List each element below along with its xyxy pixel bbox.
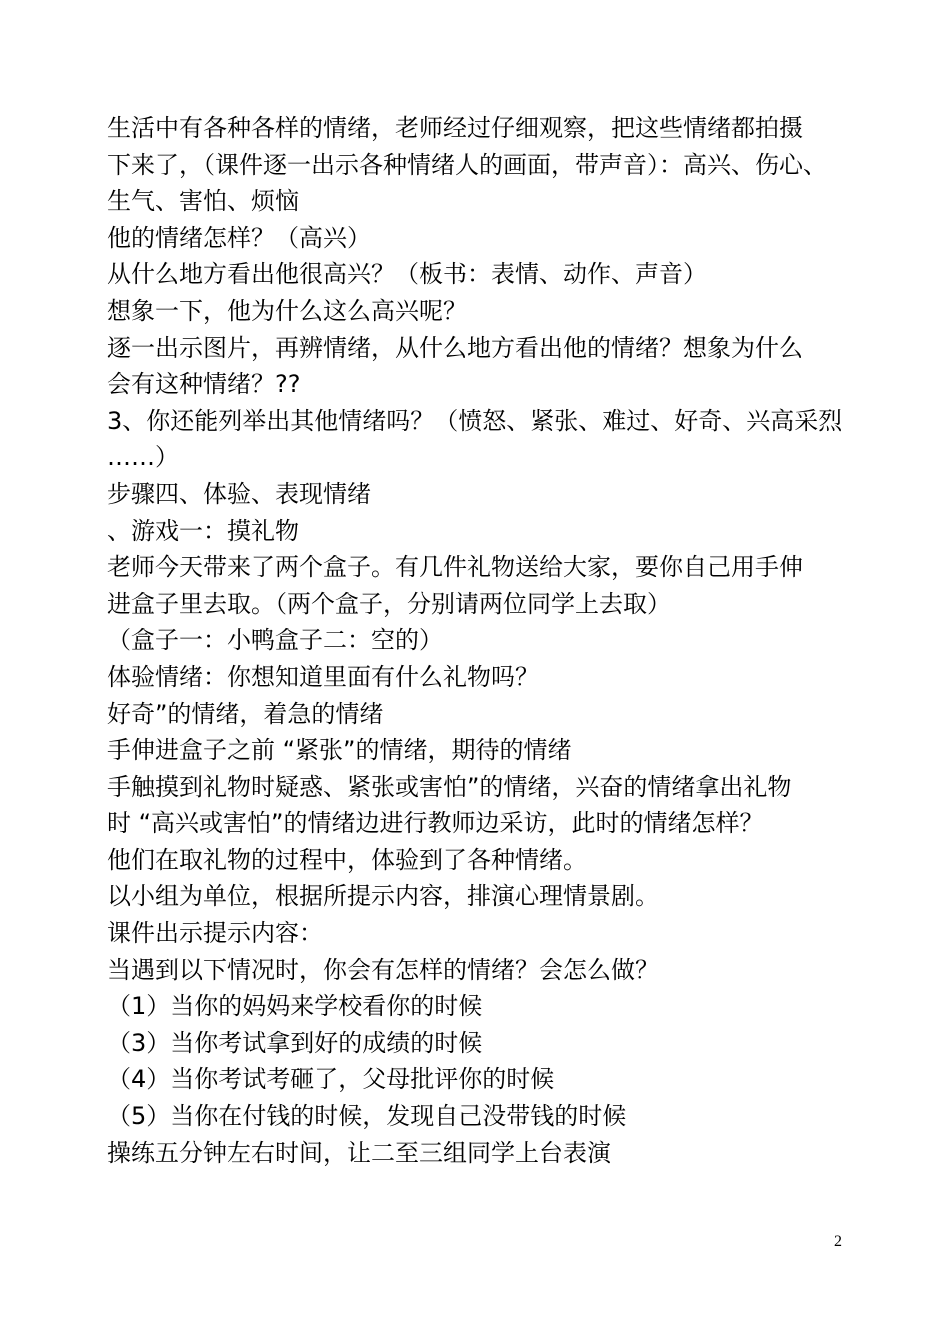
list-item: （3）当你考试拿到好的成绩的时候 <box>107 1028 483 1057</box>
text-line: （盒子一：小鸭盒子二：空的） <box>107 626 443 655</box>
text-line: 体验情绪：你想知道里面有什么礼物吗？ <box>107 662 539 691</box>
list-item: （1）当你的妈妈来学校看你的时候 <box>107 992 483 1021</box>
text-line: 时 “高兴或害怕”的情绪边进行教师边采访，此时的情绪怎样？ <box>107 809 764 838</box>
text-line: 、游戏一：摸礼物 <box>107 516 299 545</box>
text-line: 3、你还能列举出其他情绪吗？（愤怒、紧张、难过、好奇、兴高采烈 <box>107 406 843 435</box>
text-line: 老师今天带来了两个盒子。有几件礼物送给大家，要你自己用手伸 <box>107 553 803 582</box>
text-line: 逐一出示图片，再辨情绪，从什么地方看出他的情绪？想象为什么 <box>107 333 803 362</box>
text-line: 当遇到以下情况时，你会有怎样的情绪？会怎么做？ <box>107 955 659 984</box>
text-line: 他们在取礼物的过程中，体验到了各种情绪。 <box>107 845 587 874</box>
text-line: 下来了，（课件逐一出示各种情绪人的画面，带声音）：高兴、伤心、 <box>107 150 827 179</box>
text-line: 会有这种情绪？?? <box>107 370 301 399</box>
text-line: 操练五分钟左右时间，让二至三组同学上台表演 <box>107 1138 611 1167</box>
text-line: 课件出示提示内容： <box>107 919 323 948</box>
text-line: 生活中有各种各样的情绪，老师经过仔细观察，把这些情绪都拍摄 <box>107 114 803 142</box>
page-number: 2 <box>834 1233 842 1250</box>
list-item: （5）当你在付钱的时候，发现自己没带钱的时候 <box>107 1102 627 1131</box>
text-line: 好奇”的情绪，着急的情绪 <box>107 699 384 728</box>
text-line: 手伸进盒子之前 “紧张”的情绪，期待的情绪 <box>107 736 572 765</box>
text-line: 手触摸到礼物时疑惑、紧张或害怕”的情绪，兴奋的情绪拿出礼物 <box>107 772 792 801</box>
text-line: 以小组为单位，根据所提示内容，排演心理情景剧。 <box>107 882 659 911</box>
list-item: （4）当你考试考砸了，父母批评你的时候 <box>107 1065 555 1094</box>
text-line: 想象一下，他为什么这么高兴呢？ <box>107 296 467 325</box>
text-line: 他的情绪怎样？（高兴） <box>107 223 371 252</box>
text-line: ……） <box>107 443 179 472</box>
text-line: 从什么地方看出他很高兴？（板书：表情、动作、声音） <box>107 260 707 289</box>
text-line: 进盒子里去取。（两个盒子，分别请两位同学上去取） <box>107 589 671 618</box>
text-line: 生气、害怕、烦恼 <box>107 187 299 216</box>
section-heading: 步骤四、体验、表现情绪 <box>107 479 371 508</box>
document-body <box>107 110 852 1171</box>
